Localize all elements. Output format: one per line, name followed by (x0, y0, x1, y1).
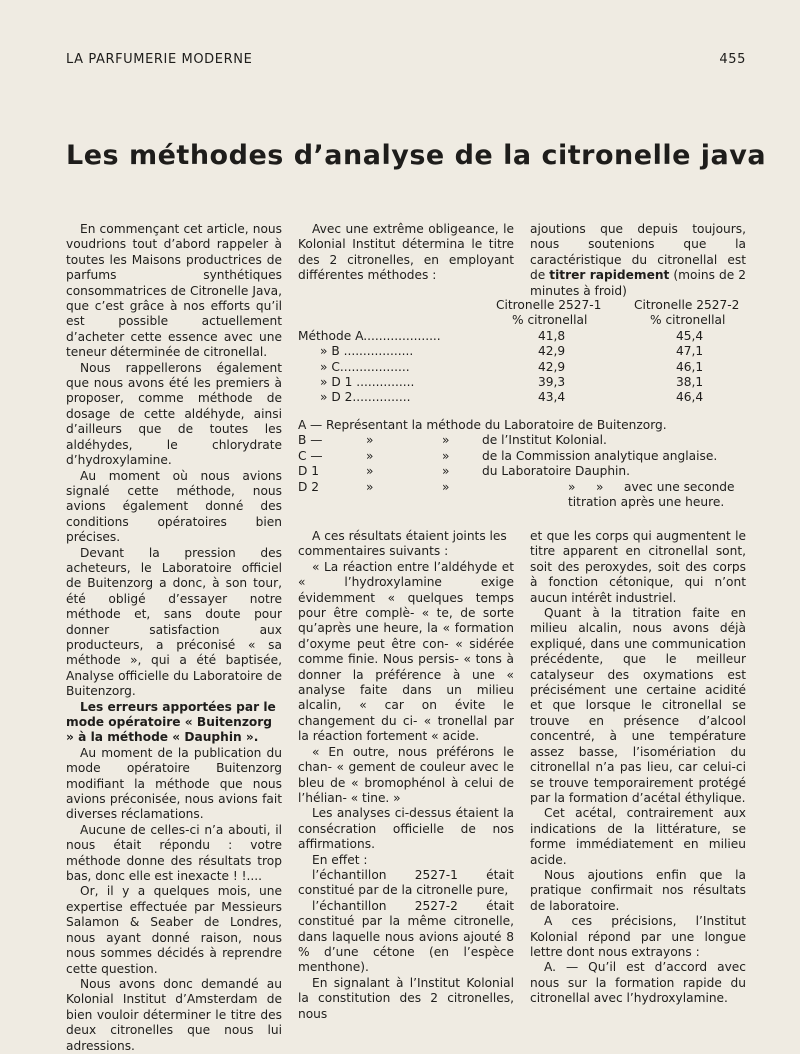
results-header-row (298, 298, 746, 313)
legend-key: C — (298, 448, 323, 463)
ditto-mark: » (442, 448, 450, 463)
paragraph: Aucune de celles-ci n’a abouti, il nous était répondu : votre méthode donne des résultats trop bas, donc elle est inexacte ! !.... (66, 822, 282, 884)
legend-row (298, 418, 746, 433)
method-label: Méthode A.................... (298, 328, 441, 343)
legend-text: du Laboratoire Dauphin. (482, 464, 631, 479)
emphasis: titrer rapidement (549, 268, 670, 283)
ditto-mark: » (366, 433, 374, 448)
legend-text: avec une seconde (624, 479, 735, 494)
paragraph: l’échantillon 2527-1 était constitué par de la citronelle pure, (298, 867, 514, 898)
legend-row (298, 480, 746, 495)
paragraph: A. — Qu’il est d’accord avec nous sur la formation rapide du citronellal avec l’hydroxylamine. (530, 960, 746, 1006)
ditto-mark: » (366, 479, 374, 494)
ditto-mark: » (442, 479, 450, 494)
table-row (298, 375, 746, 390)
ditto-mark: » (596, 479, 604, 494)
method-legend (298, 418, 746, 510)
column-2 (298, 529, 514, 1022)
value-2527-1: 43,4 (538, 390, 566, 405)
legend-text: — Représentant la méthode du Laboratoire de Buitenzorg. (310, 418, 667, 432)
paragraph: l’échantillon 2527-2 était constitué par la même citronelle, dans laquelle nous avions ajouté 8 % d’une cétone (en l’espèce menthone). (298, 898, 514, 975)
results-subheader-row (298, 313, 746, 328)
article-title: Les méthodes d’analyse de la citronelle java (66, 140, 767, 171)
column-3 (530, 529, 746, 1007)
method-label: » B .................. (320, 344, 414, 359)
paragraph: Or, il y a quelques mois, une expertise effectuée par Messieurs Salamon & Seaber de Londres, nous ayant donné raison, nous nous sommes décidés à reprendre cette question. (66, 884, 282, 976)
ditto-mark: » (366, 448, 374, 463)
paragraph: Au moment de la publication du mode opératoire Buitenzorg modifiant la méthode que nous avions préconisée, nous avions fait diverses réclamations. (66, 745, 282, 822)
page-number: 455 (719, 52, 746, 67)
paragraph: ajoutions que depuis toujours, nous soutenions que la caractéristique du citronellal est de titrer rapidement (moins de 2 minutes à froid) (530, 222, 746, 298)
column-header: Citronelle 2527-2 (634, 298, 740, 312)
column-2-intro (298, 222, 514, 284)
ditto-mark: » (442, 464, 450, 479)
legend-key: D 1 (298, 464, 320, 479)
legend-text: de l’Institut Kolonial. (482, 433, 607, 448)
paragraph: A ces résultats étaient joints les commentaires suivants : (298, 529, 507, 559)
table-row (298, 344, 746, 359)
value-2527-2: 46,1 (676, 359, 704, 374)
method-label: » D 2............... (320, 390, 411, 405)
ditto-mark: » (568, 479, 576, 494)
paragraph: « La réaction entre l’aldéhyde et « l’hydroxylamine exige évidemment « quelques temps pour être complè- « te, de sorte qu’après une heure, la « formation d’oxyme peut être con- « sidérée comme finie. Nous persis- « tons à donner la préférence à une « analyse faite dans un milieu alcalin, « car on évite le changement du ci- « tronellal par la réaction fortement « acide. (298, 559, 514, 744)
paragraph: En effet : (312, 852, 368, 867)
value-2527-1: 41,8 (538, 328, 566, 343)
ditto-mark: » (442, 433, 450, 448)
table-row (298, 390, 746, 405)
value-2527-2: 38,1 (676, 374, 704, 389)
legend-key: D 2 (298, 479, 320, 494)
paragraph: Nous avons donc demandé au Kolonial Institut d’Amsterdam de bien vouloir déterminer le titre des deux citronelles que nous lui adressions. (66, 976, 282, 1053)
paragraph: Cet acétal, contrairement aux indications de la littérature, se forme immédiatement en milieu acide. (530, 806, 746, 867)
column-1 (66, 222, 282, 1054)
paragraph: Quant à la titration faite en milieu alcalin, nous avons déjà expliqué, dans une communication précédente, que le meilleur catalyseur des oxymations est précisément une certaine acidité et que lorsque le citronellal se trouve en présence d’alcool concentré, à une température assez basse, l’isomériation du citronellal n’a pas lieu, car celui-ci se trouve temporairement protégé par la formation d’acétal éthylique. (530, 606, 746, 805)
paragraph: En commençant cet article, nous voudrions tout d’abord rappeler à toutes les Maisons productrices de parfums synthétiques consommatrices de Citronelle Java, que c’est grâce à nos efforts qu’il est possible actuellement d’acheter cette essence avec une teneur déterminée de citronellal. (66, 222, 282, 360)
table-row (298, 360, 746, 375)
method-label: » C.................. (320, 359, 410, 374)
method-label: » D 1 ............... (320, 374, 415, 389)
paragraph: « En outre, nous préférons le chan- « gement de couleur avec le bleu de « bromophénol à celui de l’hélian- « tine. » (298, 744, 514, 805)
paragraph: Nous ajoutions enfin que la pratique confirmait nos résultats de laboratoire. (530, 867, 746, 913)
ditto-mark: » (366, 464, 374, 479)
legend-row (298, 464, 746, 479)
section-heading: Les erreurs apportées par le mode opératoire « Buitenzorg » à la méthode « Dauphin ». (66, 699, 276, 745)
value-2527-1: 42,9 (538, 344, 566, 359)
paragraph: Au moment où nous avions signalé cette méthode, nous avions également donné des conditions opératoires bien précises. (66, 468, 282, 545)
journal-name: LA PARFUMERIE MODERNE (66, 52, 253, 67)
paragraph: En signalant à l’Institut Kolonial la constitution des 2 citronelles, nous (298, 975, 514, 1021)
running-header (66, 52, 746, 70)
column-subheader: % citronellal (650, 313, 726, 328)
legend-row (298, 495, 746, 510)
paragraph: Nous rappellerons également que nous avons été les premiers à proposer, comme méthode de dosage de cette aldéhyde, ainsi d’ailleurs que de toutes les aldéhydes, le chlorydrate d’hydroxylamine. (66, 360, 282, 468)
value-2527-2: 47,1 (676, 344, 704, 359)
paragraph: Avec une extrême obligeance, le Kolonial Institut détermina le titre des 2 citronelles, en employant différentes méthodes : (298, 222, 514, 283)
legend-key: A (298, 418, 307, 432)
value-2527-1: 39,3 (538, 374, 566, 389)
value-2527-2: 46,4 (676, 390, 704, 405)
column-subheader: % citronellal (512, 313, 588, 328)
legend-text-continued: titration après une heure. (568, 494, 725, 509)
legend-text: de la Commission analytique anglaise. (482, 448, 718, 463)
legend-key: B — (298, 433, 323, 448)
paragraph: A ces précisions, l’Institut Kolonial répond par une longue lettre dont nous extrayons : (530, 914, 746, 959)
paragraph: Devant la pression des acheteurs, le Laboratoire officiel de Buitenzorg a donc, à son tour, été obligé d’essayer notre méthode et, sans doute pour donner satisfaction aux producteurs, a préconisé « sa méthode », qui a été baptisée, Analyse officielle du Laboratoire de Buitenzorg. (66, 545, 282, 699)
legend-row (298, 449, 746, 464)
value-2527-2: 45,4 (676, 328, 704, 343)
paragraph: et que les corps qui augmentent le titre apparent en citronellal sont, soit des peroxydes, soit des corps à fonction cétonique, qui n’ont aucun intérêt industriel. (530, 529, 746, 605)
value-2527-1: 42,9 (538, 359, 566, 374)
paragraph: Les analyses ci-dessus étaient la consécration officielle de nos affirmations. (298, 806, 514, 852)
table-row (298, 329, 746, 344)
results-table (298, 298, 746, 406)
column-header: Citronelle 2527-1 (496, 298, 602, 312)
column-3-intro (530, 222, 746, 299)
legend-row (298, 433, 746, 448)
